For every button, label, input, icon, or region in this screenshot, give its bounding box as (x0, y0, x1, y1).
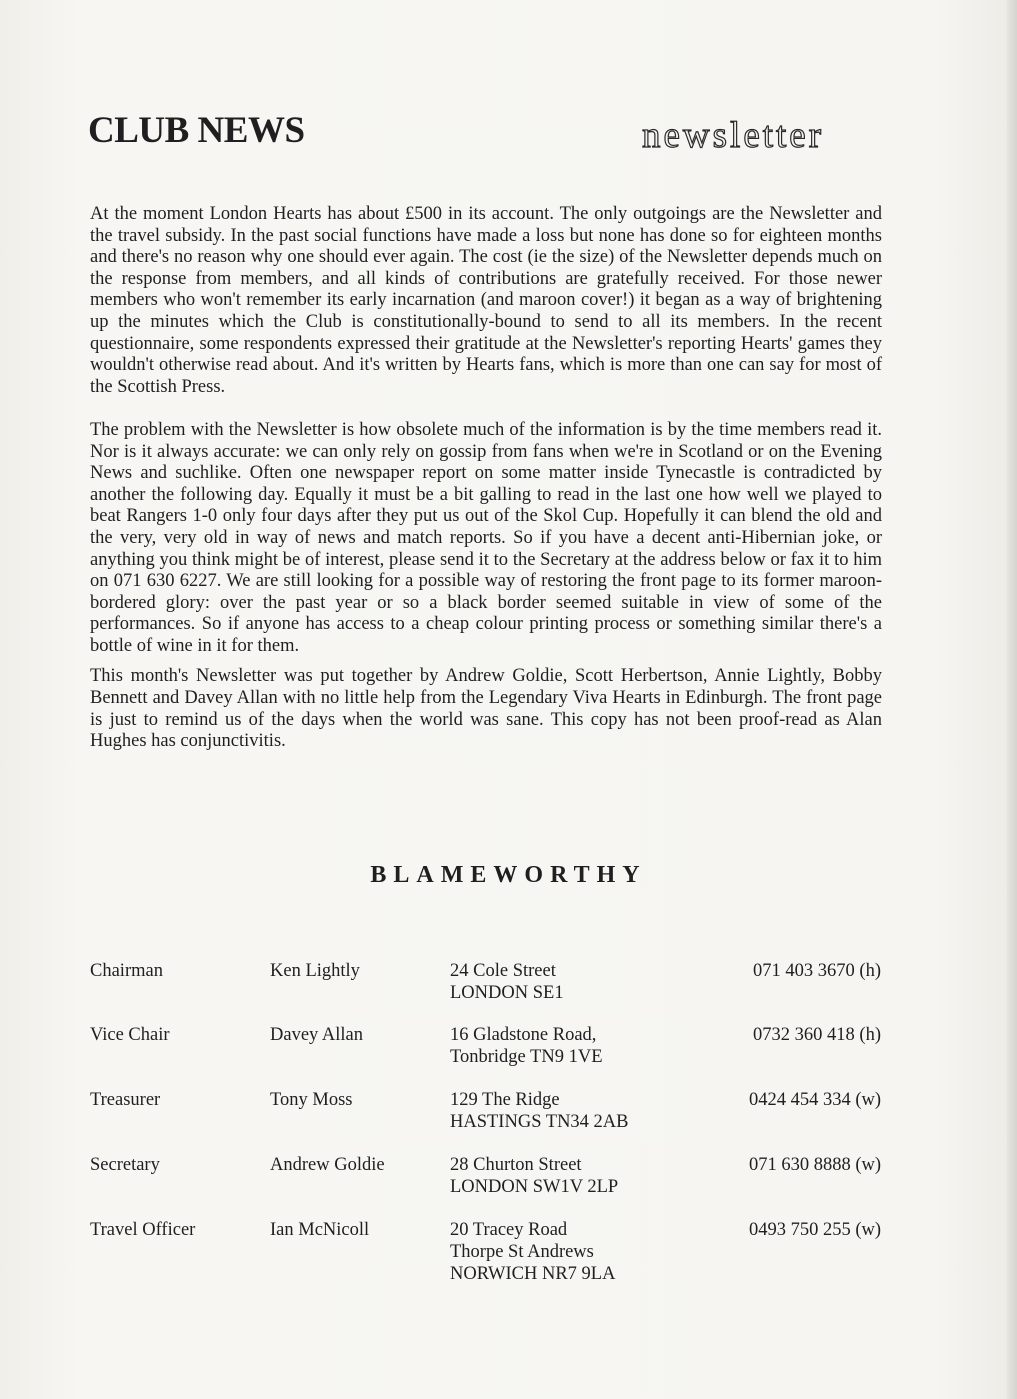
officer-phone: 0493 750 255 (w) (748, 1220, 881, 1240)
officer-address (450, 960, 564, 1004)
address-line: HASTINGS TN34 2AB (450, 1112, 629, 1132)
officer-name: Ian McNicoll (270, 1220, 370, 1240)
officer-role: Secretary (90, 1155, 160, 1175)
page-title: CLUB NEWS (88, 110, 305, 151)
address-line: 16 Gladstone Road, (450, 1025, 597, 1045)
address-line: 24 Cole Street (450, 961, 556, 981)
officer-role: Treasurer (90, 1090, 161, 1110)
address-line: 28 Churton Street (450, 1155, 582, 1175)
officer-name: Andrew Goldie (270, 1155, 385, 1175)
officer-role: Vice Chair (90, 1025, 170, 1045)
officer-phone: 071 630 8888 (w) (748, 1155, 881, 1175)
officer-address (450, 1089, 629, 1133)
masthead-logo: newsletter (642, 115, 825, 156)
paragraph-newsletter-problems: The problem with the Newsletter is how obsolete much of the information is by the time members read it. Nor is it always accurate: we can only rely on gossip from fans when we're in Scotland or on the Evening News and suchlike. Often one newspaper report on some matter inside Tynecastle is contradicted by another the following day. Equally it must be a bit galling to read in the last one how well we played to beat Rangers 1-0 only four days after they put us out of the Skol Cup. Hopefully it can blend the old and the very, very old in way of news and match reports. So if you have a decent anti-Hibernian joke, or anything you think might be of interest, please send it to the Secretary at the address below or fax it to him on 071 630 6227. We are still looking for a possible way of restoring the front page to its former maroon-bordered glory: over the past year or so a black border seemed suitable in view of some of the performances. So if anyone has access to a cheap colour printing process or something similar there's a bottle of wine in it for them. (90, 419, 882, 656)
officer-address (450, 1219, 615, 1285)
section-heading: BLAMEWORTHY (370, 862, 647, 888)
address-line: Tonbridge TN9 1VE (450, 1047, 603, 1067)
officer-role: Travel Officer (90, 1220, 196, 1240)
address-line: LONDON SE1 (450, 983, 564, 1003)
address-line: 20 Tracey Road (450, 1220, 568, 1240)
address-line: 129 The Ridge (450, 1090, 560, 1110)
officer-name: Ken Lightly (270, 961, 360, 981)
address-line: LONDON SW1V 2LP (450, 1177, 619, 1197)
officer-phone: 0424 454 334 (w) (748, 1090, 881, 1110)
paragraph-credits: This month's Newsletter was put together by Andrew Goldie, Scott Herbertson, Annie Lightly, Bobby Bennett and Davey Allan with no little help from the Legendary Viva Hearts in Edinburgh. The front page is just to remind us of the days when the world was sane. This copy has not been proof-read as Alan Hughes has conjunctivitis. (90, 666, 882, 752)
officer-name: Davey Allan (270, 1025, 363, 1045)
article-body (90, 204, 882, 753)
page-spine-shadow (1007, 0, 1017, 1399)
officer-role: Chairman (90, 961, 163, 981)
address-line: Thorpe St Andrews (450, 1242, 594, 1262)
officer-address (450, 1024, 603, 1068)
address-line: NORWICH NR7 9LA (450, 1264, 616, 1284)
paragraph-finances: At the moment London Hearts has about £500 in its account. The only outgoings are the Newsletter and the travel subsidy. In the past social functions have made a loss but none has done so for eighteen months and there's no reason why one should ever again. The cost (ie the size) of the Newsletter depends much on the response from members, and all kinds of contributions are gratefully received. For those newer members who won't remember its early incarnation (and maroon cover!) it began as a way of brightening up the minutes which the Club is constitutionally-bound to send to all its members. In the recent questionnaire, some respondents expressed their gratitude at the Newsletter's reporting Hearts' games they wouldn't otherwise read about. And it's written by Hearts fans, which is more than one can say for most of the Scottish Press. (90, 204, 882, 397)
officer-phone: 0732 360 418 (h) (753, 1025, 881, 1045)
officer-name: Tony Moss (270, 1090, 353, 1110)
officer-phone: 071 403 3670 (h) (753, 961, 881, 981)
officer-address (450, 1154, 618, 1198)
